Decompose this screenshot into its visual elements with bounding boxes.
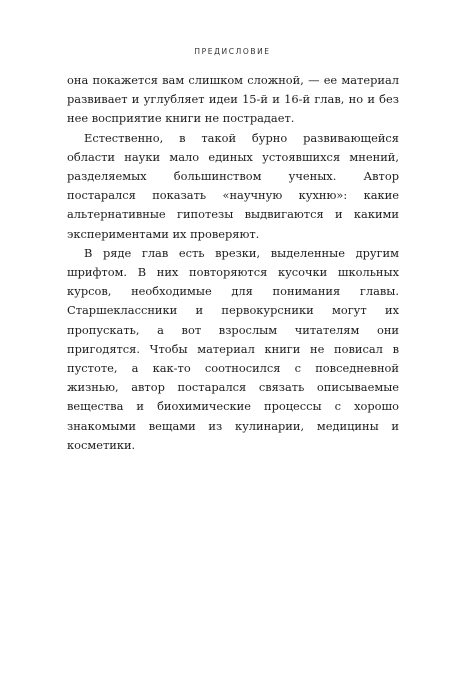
running-head: ПРЕДИСЛОВИЕ: [194, 47, 271, 56]
paragraph-sidebars: В ряде глав есть врезки, выделенные другим шрифтом. В них повторяются кусочки школьных курсов, необходимые для понимания главы. Старшеклассники и первокурсники могут их пропускать, а вот взрослым читателям они пригодятся. Чтобы материал книги не повисал в пустоте, а как-то соотносился с повседневной жизнью, автор постарался связать описываемые вещества и биохимические процессы с хорошо знакомыми вещами из кулинарии, медицины и косметики.: [67, 245, 399, 452]
body-text: [67, 71, 399, 455]
paragraph-continuation: она покажется вам слишком сложной, — ее материал развивает и углубляет идеи 15-й и 16-й глав, но и без нее восприятие книги не пострадает.: [67, 73, 399, 126]
paragraph-scientific-kitchen: Естественно, в такой бурно развивающейся области науки мало единых устоявшихся мнений, разделяемых большинством ученых. Автор постарался показать «научную кухню»: какие альтернативные гипотезы выдвигаются и какими экспериментами их проверяют.: [67, 130, 399, 241]
